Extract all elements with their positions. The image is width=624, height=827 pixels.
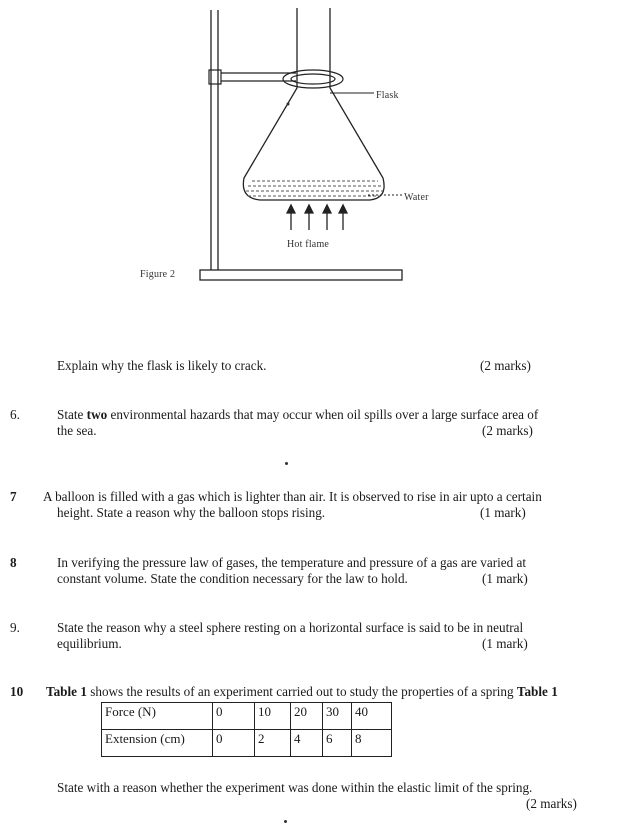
table-row-extension [102, 730, 392, 757]
question-7-line1: A balloon is filled with a gas which is lighter than air. It is observed to rise in air upto a certain [43, 489, 542, 504]
question-6-line1: State two environmental hazards that may occur when oil spills over a large surface area of [57, 407, 539, 422]
question-9-line2: equilibrium. [57, 636, 122, 651]
question-7-line2: height. State a reason why the balloon stops rising. [57, 505, 326, 520]
figure-2-diagram [0, 0, 624, 300]
table-cell: 30 [323, 703, 352, 730]
table-cell: 10 [255, 703, 291, 730]
question-9-marks: (1 mark) [482, 636, 528, 651]
question-7-number: 7 [10, 489, 17, 504]
question-5-text: Explain why the flask is likely to crack. [57, 358, 267, 373]
question-6-line2: the sea. [57, 423, 97, 438]
question-8-marks: (1 mark) [482, 571, 528, 586]
flame-arrows [287, 205, 347, 230]
question-9-line1: State the reason why a steel sphere resting on a horizontal surface is said to be in neutral [57, 620, 524, 635]
question-10-number: 10 [10, 684, 24, 699]
table-row-force [102, 703, 392, 730]
question-8-number: 8 [10, 555, 17, 570]
stray-dot [287, 103, 290, 106]
table-cell: 6 [323, 730, 352, 757]
table-1 [101, 702, 392, 757]
question-10-intro: Table 1 shows the results of an experiment carried out to study the properties of a spring Table 1 [46, 684, 558, 699]
water [246, 181, 383, 196]
flask-label: Flask [376, 90, 399, 101]
clamp [209, 70, 343, 88]
question-8-line2: constant volume. State the condition necessary for the law to hold. [57, 571, 408, 586]
question-6-number: 6. [10, 407, 20, 422]
table-row-label: Force (N) [102, 703, 213, 730]
table-cell: 8 [352, 730, 392, 757]
table-row-label: Extension (cm) [102, 730, 213, 757]
table-cell: 2 [255, 730, 291, 757]
question-9-number: 9. [10, 620, 20, 635]
table-cell: 0 [213, 730, 255, 757]
figure-caption: Figure 2 [140, 269, 176, 280]
flask [243, 8, 384, 200]
flame-label: Hot flame [287, 239, 330, 250]
stand-base [200, 270, 402, 280]
stray-dot-3 [284, 820, 287, 823]
table-cell: 0 [213, 703, 255, 730]
table-cell: 4 [291, 730, 323, 757]
water-label: Water [404, 192, 429, 203]
question-5-marks: (2 marks) [480, 358, 531, 373]
question-10-line1: State with a reason whether the experiment was done within the elastic limit of the spring. [57, 780, 533, 795]
question-8-line1: In verifying the pressure law of gases, the temperature and pressure of a gas are varied at [57, 555, 527, 570]
stray-dot-2 [285, 462, 288, 465]
question-10-marks: (2 marks) [526, 796, 577, 811]
question-7-marks: (1 mark) [480, 505, 526, 520]
question-6-marks: (2 marks) [482, 423, 533, 438]
table-cell: 40 [352, 703, 392, 730]
table-cell: 20 [291, 703, 323, 730]
